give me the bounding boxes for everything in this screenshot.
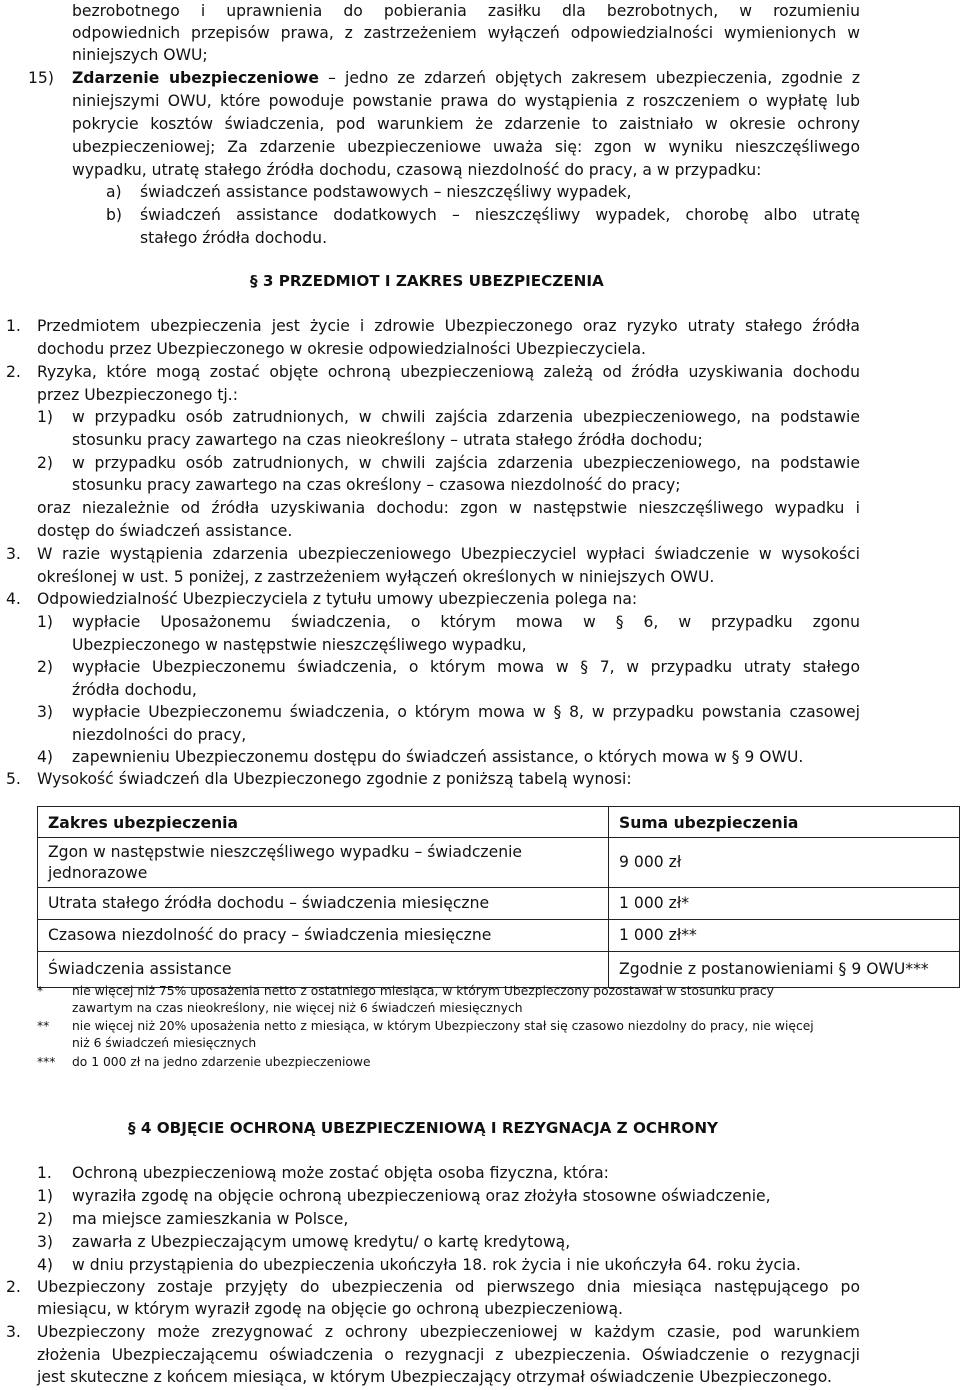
- list-item-text: Ubezpieczonego w następstwie nieszczęśliwego wypadku,: [72, 636, 527, 654]
- list-marker: 1): [37, 408, 54, 426]
- list-item-text: wypłacie Ubezpieczonemu świadczenia, o którym mowa w § 8, w przypadku powstania czasowej: [72, 703, 860, 721]
- table-cell-scope: Zgon w następstwie nieszczęśliwego wypadku – świadczenie jednorazowe: [38, 838, 609, 888]
- defined-term: Zdarzenie ubezpieczeniowe: [72, 69, 319, 87]
- paragraph-line: oraz niezależnie od źródła uzyskiwania dochodu: zgon w następstwie nieszczęśliwego wypadku i: [37, 499, 860, 517]
- list-item-text: w dniu przystąpienia do ubezpieczenia ukończyła 18. rok życia i nie ukończyła 64. roku życia.: [72, 1256, 801, 1274]
- list-marker: 2): [37, 658, 54, 676]
- definition-number: 15): [28, 69, 54, 87]
- paragraph-line: Ubezpieczony zostaje przyjęty do ubezpieczenia od pierwszego dnia miesiąca następującego po: [37, 1278, 860, 1296]
- list-marker: 4): [37, 1256, 54, 1274]
- list-item-text: stosunku pracy zawartego na czas określony – czasowa niezdolność do pracy;: [72, 476, 681, 494]
- footnote-mark: **: [37, 1019, 50, 1033]
- table-cell-sum: 1 000 zł*: [609, 888, 960, 920]
- footnote-text: zawartym na czas nieokreślony, nie więcej niż 6 świadczeń miesięcznych: [72, 1001, 523, 1015]
- paragraph-number: 5.: [6, 770, 21, 788]
- table-row: [38, 838, 960, 888]
- paragraph-line: Ochroną ubezpieczeniową może zostać objęta osoba fizyczna, która:: [72, 1164, 609, 1182]
- paragraph-line: określonej w ust. 5 poniżej, z zastrzeżeniem wyłączeń określonych w niniejszych OWU.: [37, 568, 715, 586]
- definition-line: odpowiednich przepisów prawa, z zastrzeżeniem wyłączeń odpowiedzialności wymienionych w: [72, 24, 860, 42]
- footnote-text: do 1 000 zł na jedno zdarzenie ubezpieczeniowe: [72, 1055, 371, 1069]
- list-marker: 3): [37, 703, 54, 721]
- list-item-text: w przypadku osób zatrudnionych, w chwili zajścia zdarzenia ubezpieczeniowego, na podstawie: [72, 408, 860, 426]
- paragraph-line: Wysokość świadczeń dla Ubezpieczonego zgodnie z poniższą tabelą wynosi:: [37, 770, 632, 788]
- paragraph-line: dochodu przez Ubezpieczonego w okresie odpowiedzialności Ubezpieczyciela.: [37, 340, 646, 358]
- table-cell-sum: 1 000 zł**: [609, 920, 960, 952]
- list-item-text: zawarła z Ubezpieczającym umowę kredytu/ o kartę kredytową,: [72, 1233, 571, 1251]
- list-item-text: wypłacie Ubezpieczonemu świadczenia, o którym mowa w § 7, w przypadku utraty stałego: [72, 658, 860, 676]
- definition-text: – jedno ze zdarzeń objętych zakresem ubezpieczenia, zgodnie z: [318, 69, 860, 87]
- list-item-text: wypłacie Uposażonemu świadczenia, o którym mowa w § 6, w przypadku zgonu: [72, 613, 860, 631]
- list-item-text: stałego źródła dochodu.: [140, 229, 328, 247]
- definition-line: niniejszych OWU;: [72, 46, 208, 64]
- footnote-text: nie więcej niż 75% uposażenia netto z ostatniego miesiąca, w którym Ubezpieczony pozostawał w stosunku pracy: [72, 984, 774, 998]
- definition-line: niniejszymi OWU, które powoduje powstanie prawa do wystąpienia z roszczeniem o wypłatę lub: [72, 92, 860, 110]
- paragraph-line: Ubezpieczony może zrezygnować z ochrony ubezpieczeniowej w każdym czasie, pod warunkiem: [37, 1323, 860, 1341]
- list-item-text: ma miejsce zamieszkania w Polsce,: [72, 1210, 349, 1228]
- list-item-text: stosunku pracy zawartego na czas nieokreślony – utrata stałego źródła dochodu;: [72, 431, 703, 449]
- table-cell-scope: Utrata stałego źródła dochodu – świadczenia miesięczne: [38, 888, 609, 920]
- table-cell-sum: 9 000 zł: [609, 838, 960, 888]
- paragraph-line: Przedmiotem ubezpieczenia jest życie i zdrowie Ubezpieczonego oraz ryzyko utraty stałego źródła: [37, 317, 860, 335]
- section-heading: § 4 OBJĘCIE OCHRONĄ UBEZPIECZENIOWĄ I REZYGNACJA Z OCHRONY: [128, 1119, 719, 1137]
- footnote-mark: ***: [37, 1055, 56, 1069]
- table-cell-scope: Czasowa niezdolność do pracy – świadczenia miesięczne: [38, 920, 609, 952]
- list-marker: 4): [37, 748, 54, 766]
- table-header-cell: Suma ubezpieczenia: [609, 807, 960, 838]
- paragraph-line: Odpowiedzialność Ubezpieczyciela z tytułu umowy ubezpieczenia polega na:: [37, 590, 638, 608]
- paragraph-line: jest skuteczne z końcem miesiąca, w którym Ubezpieczający otrzymał oświadczenie Ubezpieczonego.: [37, 1368, 832, 1386]
- list-item-text: świadczeń assistance podstawowych – nieszczęśliwy wypadek,: [140, 183, 632, 201]
- paragraph-number: 3.: [6, 545, 21, 563]
- benefits-table: [37, 806, 960, 988]
- paragraph-number: 1.: [37, 1164, 52, 1182]
- definition-15-first-line: [72, 67, 860, 89]
- paragraph-line: przez Ubezpieczonego tj.:: [37, 386, 238, 404]
- list-item-text: źródła dochodu,: [72, 681, 197, 699]
- table-row: [38, 888, 960, 920]
- list-item-text: świadczeń assistance dodatkowych – nieszczęśliwy wypadek, chorobę albo utratę: [140, 206, 860, 224]
- paragraph-number: 3.: [6, 1323, 21, 1341]
- list-marker: 2): [37, 454, 54, 472]
- list-marker: 3): [37, 1233, 54, 1251]
- table-header-cell: Zakres ubezpieczenia: [38, 807, 609, 838]
- footnote-mark: *: [37, 984, 44, 998]
- list-marker: 2): [37, 1210, 54, 1228]
- definition-line: pokrycie kosztów świadczenia, pod warunkiem że zdarzenie to zaistniało w okresie ochrony: [72, 115, 860, 133]
- paragraph-line: miesiącu, w którym wyraził zgodę na objęcie go ochroną ubezpieczeniową.: [37, 1300, 623, 1318]
- paragraph-line: Ryzyka, które mogą zostać objęte ochroną ubezpieczeniową zależą od źródła uzyskiwania dochodu: [37, 363, 860, 381]
- list-item-text: w przypadku osób zatrudnionych, w chwili zajścia zdarzenia ubezpieczeniowego, na podstawie: [72, 454, 860, 472]
- list-marker: b): [106, 206, 122, 224]
- paragraph-number: 2.: [6, 363, 21, 381]
- list-item-text: niezdolności do pracy,: [72, 726, 247, 744]
- list-marker: 1): [37, 1187, 54, 1205]
- definition-line: wypadku, utratę stałego źródła dochodu, czasową niezdolność do pracy, a w przypadku:: [72, 161, 762, 179]
- list-item-text: wyraziła zgodę na objęcie ochroną ubezpieczeniową oraz złożyła stosowne oświadczenie,: [72, 1187, 771, 1205]
- paragraph-line: W razie wystąpienia zdarzenia ubezpieczeniowego Ubezpieczyciel wypłaci świadczenie w wysokości: [37, 545, 860, 563]
- paragraph-number: 1.: [6, 317, 21, 335]
- table-cell-sum: Zgodnie z postanowieniami § 9 OWU***: [609, 952, 960, 988]
- footnote-text: niż 6 świadczeń miesięcznych: [72, 1036, 257, 1050]
- table-row: [38, 920, 960, 952]
- table-cell-scope: Świadczenia assistance: [38, 952, 609, 988]
- list-item-text: zapewnieniu Ubezpieczonemu dostępu do świadczeń assistance, o których mowa w § 9 OWU.: [72, 748, 804, 766]
- footnote-text: nie więcej niż 20% uposażenia netto z miesiąca, w którym Ubezpieczony stał się czasowo niezdolny do pracy, nie więcej: [72, 1019, 814, 1033]
- paragraph-number: 2.: [6, 1278, 21, 1296]
- list-marker: 1): [37, 613, 54, 631]
- paragraph-number: 4.: [6, 590, 21, 608]
- paragraph-line: dostęp do świadczeń assistance.: [37, 522, 293, 540]
- definition-line: bezrobotnego i uprawnienia do pobierania zasiłku dla bezrobotnych, w rozumieniu: [72, 2, 860, 20]
- table-header-row: [38, 807, 960, 838]
- definition-line: ubezpieczeniowej; Za zdarzenie ubezpieczeniowe uważa się: zgon w wyniku nieszczęśliwego: [72, 138, 860, 156]
- list-marker: a): [106, 183, 122, 201]
- paragraph-line: złożenia Ubezpieczającemu oświadczenia o rezygnacji z ubezpieczenia. Oświadczenie o rezygnacji: [37, 1346, 860, 1364]
- section-heading: § 3 PRZEDMIOT I ZAKRES UBEZPIECZENIA: [250, 272, 604, 290]
